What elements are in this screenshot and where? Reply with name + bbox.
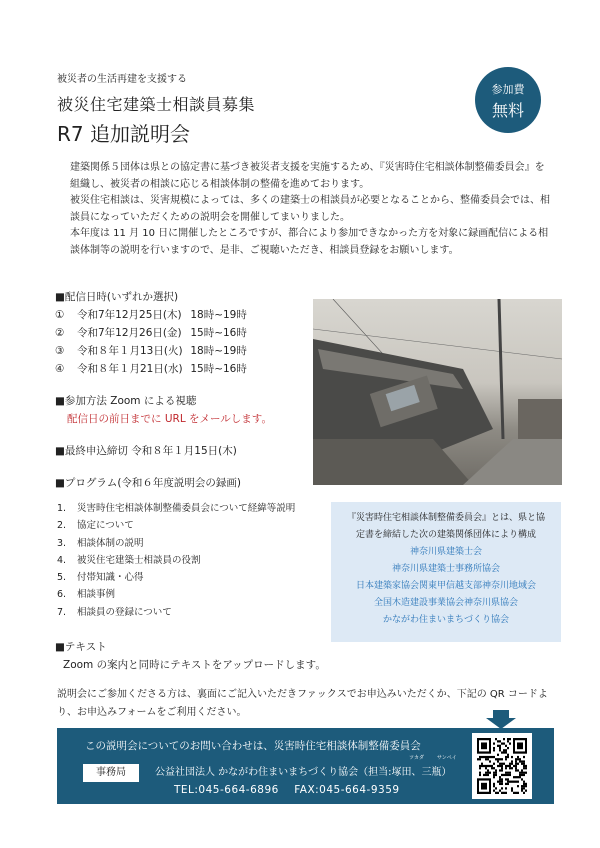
free-badge bbox=[475, 67, 541, 133]
date: 令和８年１月13日(火) bbox=[77, 345, 183, 357]
committee-desc: 『災害時住宅相談体制整備委員会』とは、県と協 bbox=[346, 513, 545, 523]
program-item bbox=[57, 569, 295, 586]
tel: TEL:045-664-6896 bbox=[174, 784, 279, 796]
phone bbox=[174, 784, 400, 796]
program-item bbox=[57, 500, 295, 517]
num: 1. bbox=[57, 503, 67, 514]
member-org: 日本建築家協会関東甲信越支部神奈川地域会 bbox=[355, 581, 536, 591]
fax: FAX:045-664-9359 bbox=[294, 784, 400, 796]
num: ④ bbox=[55, 363, 65, 375]
deadline: ■最終申込締切 令和８年１月15日(木) bbox=[55, 445, 237, 457]
member-org: 神奈川県建築士会 bbox=[409, 547, 482, 557]
down-arrow-icon bbox=[493, 710, 509, 718]
program-item bbox=[57, 535, 295, 552]
badge-top: 参加費 bbox=[491, 83, 525, 96]
inquiry-text: この説明会についてのお問い合わせは、災害時住宅相談体制整備委員会 bbox=[85, 740, 421, 752]
label: 災害時住宅相談体制整備委員会について経緯等説明 bbox=[77, 503, 296, 514]
program-item bbox=[57, 586, 295, 603]
schedule-section bbox=[55, 288, 272, 492]
text-heading: ■テキスト bbox=[55, 641, 107, 653]
method-heading: ■参加方法 Zoom による視聴 bbox=[55, 395, 197, 407]
office-label: 事務局 bbox=[83, 764, 139, 782]
schedule-item bbox=[55, 360, 272, 378]
text-body: Zoom の案内と同時にテキストをアップロードします。 bbox=[63, 659, 326, 671]
text-section bbox=[55, 638, 326, 674]
intro-paragraph: 建築関係５団体は県との協定書に基づき被災者支援を実施するため、『災害時住宅相談体制整備委員会』を組織し、被災者の相談に応じる相談体制の整備を進めております。 bbox=[70, 162, 545, 190]
event-title: R7 追加説明会 bbox=[57, 122, 190, 146]
subtitle: 被災者の生活再建を支援する bbox=[57, 74, 187, 85]
num: 6. bbox=[57, 589, 67, 601]
num: 7. bbox=[57, 606, 67, 618]
qr-code[interactable] bbox=[472, 733, 532, 799]
schedule-item bbox=[55, 342, 272, 360]
program-heading: ■プログラム(令和６年度説明会の録画) bbox=[55, 477, 242, 489]
date: 令和８年１月21日(水) bbox=[77, 363, 183, 375]
page-title: 被災住宅建築士相談員募集 bbox=[57, 95, 256, 114]
time: 18時~19時 bbox=[190, 309, 247, 321]
num: ① bbox=[55, 309, 65, 321]
date: 令和7年12月25日(木) bbox=[77, 309, 182, 321]
label: 付帯知識・心得 bbox=[77, 572, 144, 584]
label: 相談事例 bbox=[77, 589, 116, 601]
schedule-item bbox=[55, 324, 272, 342]
ruby-tsukada: ツカダ bbox=[409, 755, 425, 761]
committee-info-box bbox=[331, 502, 561, 642]
member-org: 神奈川県建築士事務所協会 bbox=[391, 564, 500, 574]
program-list bbox=[57, 500, 295, 621]
num: 5. bbox=[57, 572, 67, 584]
num: ② bbox=[55, 327, 65, 339]
ruby-sanpei: サンペイ bbox=[437, 755, 457, 761]
label: 被災住宅建築士相談員の役割 bbox=[77, 554, 201, 566]
num: 4. bbox=[57, 554, 67, 566]
label: 協定について bbox=[77, 520, 134, 532]
member-org: かながわ住まいまちづくり協会 bbox=[383, 615, 509, 625]
num: 3. bbox=[57, 537, 67, 549]
method-note: 配信日の前日までに URL をメールします。 bbox=[67, 413, 272, 425]
label: 相談員の登録について bbox=[77, 606, 172, 618]
time: 15時~16時 bbox=[190, 327, 247, 339]
time: 15時~16時 bbox=[190, 363, 247, 375]
date: 令和7年12月26日(金) bbox=[77, 327, 182, 339]
badge-bottom: 無料 bbox=[491, 101, 524, 120]
apply-instructions: 説明会にご参加くださる方は、裏面にご記入いただきファックスでお申込みいただくか、下記の QR コードより、お申込みフォームをご利用ください。 bbox=[57, 689, 548, 718]
schedule-heading: ■配信日時(いずれか選択) bbox=[55, 291, 179, 303]
program-item bbox=[57, 552, 295, 569]
program-item bbox=[57, 604, 295, 621]
num: 2. bbox=[57, 520, 67, 532]
office-org: 公益社団法人 かながわ住まいまちづくり協会（担当:塚田、三瓶） bbox=[155, 767, 452, 778]
label: 相談体制の説明 bbox=[77, 537, 144, 549]
intro-text bbox=[70, 160, 550, 260]
collapsed-house-photo bbox=[313, 299, 562, 485]
num: ③ bbox=[55, 345, 65, 357]
committee-desc: 定書を締結した次の建築関係団体により構成 bbox=[355, 530, 536, 540]
time: 18時~19時 bbox=[190, 345, 247, 357]
schedule-item bbox=[55, 306, 272, 324]
intro-paragraph: 被災住宅相談は、災害規模によっては、多くの建築士の相談員が必要となることから、整備委員会では、相談員になっていただくための説明会を開催してまいりました。 bbox=[70, 195, 550, 223]
member-org: 全国木造建設事業協会神奈川県協会 bbox=[373, 598, 518, 608]
program-item bbox=[57, 517, 295, 534]
intro-paragraph: 本年度は 11 月 10 日に開催したところですが、都合により参加できなかった方を対象に録画配信による相談体制等の説明を行いますので、是非、ご視聴いただき、相談員登録をお願いします。 bbox=[70, 228, 549, 256]
